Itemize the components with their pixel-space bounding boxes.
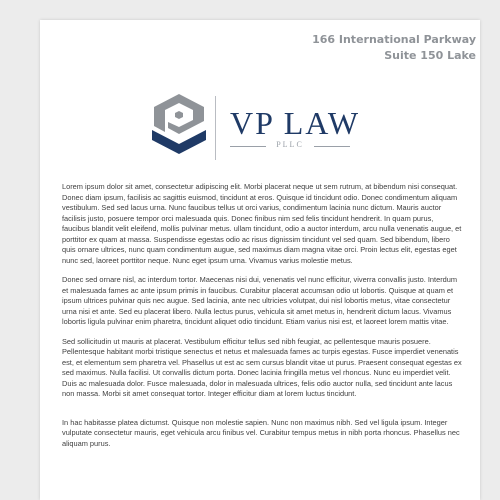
firm-logo <box>150 92 380 172</box>
paragraph-2: Donec sed ornare nisl, ac interdum tortor. Maecenas nisi dui, venenatis vel nunc efficitur, viverra convallis justo. Interdum et malesuada fames ac ante ipsum primis in faucibus. Curabitur placerat accumsan odio ut lobortis. Quisque at quam et ipsum ultrices pulvinar quis nec augue. Sed lacinia, ante nec ultricies volutpat, dui nisl lobortis metus, vitae consectetur urna nisi et ante. Sed eu placerat libero. Nulla lectus purus, vehicula sit amet metus in, hendrerit dictum lacus. Vivamus lobortis ligula pulvinar enim pharetra, tincidunt aliquet odio tincidunt. Etiam varius nisi est, et laoreet lorem mattis vitae. <box>62 275 458 326</box>
address-line-2: Suite 150 Lake <box>384 49 476 62</box>
paragraph-4: In hac habitasse platea dictumst. Quisque non molestie sapien. Nunc non maximus nibh. Sed vel ligula ipsum. Integer vulputate consectetur mauris, eget vehicula arcu finibus vel. Curabitur tempus metus in nibh porta rhoncus. Phasellus nec aliquam purus. <box>62 417 460 448</box>
paragraph-3: Sed sollicitudin ut mauris at placerat. Vestibulum efficitur tellus sed nibh feugiat, ac pellentesque mauris posuere. Pellentesque habitant morbi tristique senectus et netus et malesuada fames ac turpis egestas. Fusce imperdiet venenatis est, et elementum sem pharetra vel. Phasellus ut est ac sem cursus blandit vitae ut purus. Praesent consequat egestas ex sed maximus. Nulla facilisi. Ut convallis dictum porta. Donec lacinia fringilla metus vel rhoncus. Nunc eu imperdiet velit. Duis ac malesuada dolor. Fusce malesuada, dolor in malesuada ultrices, felis odio auctor nulla, sed tincidunt ante lacus non massa. Morbi sit amet consequat tortor. Integer efficitur diam at lorem luctus tincidunt. <box>62 336 462 398</box>
paragraph-1: Lorem ipsum dolor sit amet, consectetur adipiscing elit. Morbi placerat neque ut sem rutrum, at bibendum nisi consequat. Donec diam ipsum, facilisis ac sagittis euismod, tincidunt at eros. Quisque id tincidunt odio. Donec condimentum aliquam vestibulum. Sed sed lacus urna. Nunc faucibus tellus ut orci varius, condimentum lacinia nunc dictum. Mauris auctor facilisis justo, posuere tempor orci malesuada quis. Donec finibus nim sed felis tincidunt hendrerit. In quam purus, faucibus blandit velit eleifend, mollis pulvinar metus. ullam tincidunt, odio a auctor interdum, arcu nulla venenatis augue, et porttitor ex quam at massa. Suspendisse egestas odio ac risus dignissim tincidunt vel sed quam. Sed bibendum, libero quis ornare ultrices, nunc quam condimentum augue, sed maximus diam magna vitae orci. Proin lectus elit, egestas eget nunc sed, laoreet porttitor neque. Nunc eget ipsum urna. Vivamus varius molestie metus. <box>62 182 462 265</box>
suffix-rule-right <box>314 146 350 147</box>
vp-monogram-icon <box>150 92 208 154</box>
firm-suffix-group <box>230 140 350 152</box>
address-line-1: 166 International Parkway <box>312 33 476 46</box>
address-block <box>312 32 476 64</box>
firm-name: VP LAW <box>230 105 361 141</box>
firm-suffix: PLLC <box>276 140 304 149</box>
logo-divider <box>215 96 216 160</box>
letter-body <box>62 182 462 458</box>
letterhead-page <box>40 20 480 500</box>
